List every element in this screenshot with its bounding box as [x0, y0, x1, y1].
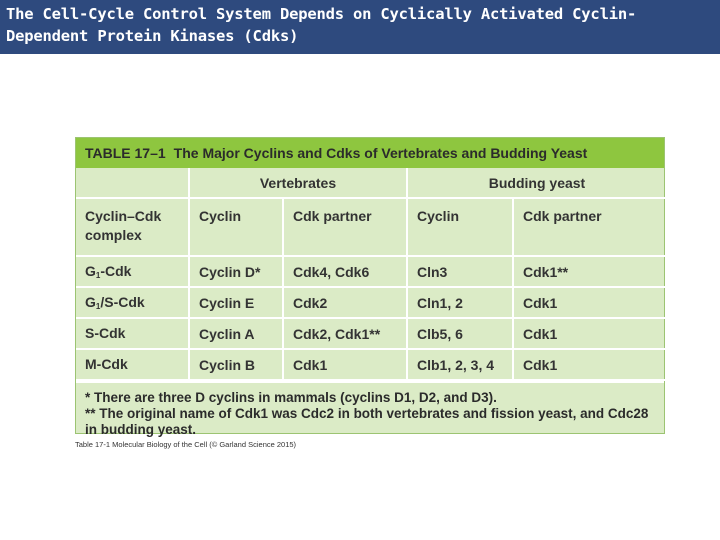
- complex-subscript: 1: [95, 271, 101, 280]
- row-yeast-cdk: Cdk1**: [513, 256, 666, 287]
- row-vertebrate-cdk: Cdk2, Cdk1**: [283, 318, 407, 349]
- row-yeast-cyclin: Clb5, 6: [407, 318, 513, 349]
- cyclin-cdk-table: [75, 137, 665, 437]
- table-number: TABLE 17–1: [85, 145, 166, 161]
- row-yeast-cdk: Cdk1: [513, 349, 666, 380]
- group-vertebrates: Vertebrates: [189, 168, 407, 198]
- row-complex: [76, 256, 189, 287]
- table-row: [76, 318, 666, 349]
- row-vertebrate-cyclin: Cyclin B: [189, 349, 283, 380]
- row-yeast-cyclin: Cln3: [407, 256, 513, 287]
- footnote-1: * There are three D cyclins in mammals (cyclins D1, D2, and D3).: [85, 390, 497, 405]
- table-footnotes: [76, 381, 664, 438]
- table-row: [76, 349, 666, 380]
- col-complex-line-1: Cyclin–Cdk: [85, 208, 162, 224]
- row-vertebrate-cdk: Cdk2: [283, 287, 407, 318]
- complex-prefix: G: [85, 263, 96, 279]
- col-complex-line-2: complex: [85, 227, 142, 243]
- row-complex: [76, 318, 189, 349]
- row-yeast-cyclin: Clb1, 2, 3, 4: [407, 349, 513, 380]
- table-caption: Table 17-1 Molecular Biology of the Cell (© Garland Science 2015): [75, 440, 297, 449]
- row-vertebrate-cyclin: Cyclin A: [189, 318, 283, 349]
- group-empty-cell: [76, 168, 189, 198]
- footnote-2: ** The original name of Cdk1 was Cdc2 in both vertebrates and fission yeast, and Cdc28 in budding yeast.: [85, 406, 649, 437]
- table-title: The Major Cyclins and Cdks of Vertebrates and Budding Yeast: [173, 145, 588, 161]
- col-yeast-cdk: Cdk partner: [513, 198, 666, 256]
- row-vertebrate-cyclin: Cyclin E: [189, 287, 283, 318]
- row-vertebrate-cyclin: Cyclin D*: [189, 256, 283, 287]
- slide-title-line-1: The Cell-Cycle Control System Depends on Cyclically Activated Cyclin-: [6, 5, 637, 23]
- row-vertebrate-cdk: Cdk1: [283, 349, 407, 380]
- complex-suffix: /S-Cdk: [100, 294, 145, 310]
- column-header-row: [76, 198, 666, 256]
- table-row: [76, 256, 666, 287]
- complex-subscript: 1: [95, 302, 101, 311]
- table-row: [76, 287, 666, 318]
- complex-prefix: M-Cdk: [85, 356, 128, 372]
- row-yeast-cdk: Cdk1: [513, 318, 666, 349]
- slide-title-line-2: Dependent Protein Kinases (Cdks): [6, 27, 299, 45]
- col-yeast-cyclin: Cyclin: [407, 198, 513, 256]
- slide-title: [0, 0, 720, 54]
- complex-prefix: S-Cdk: [85, 325, 126, 341]
- row-vertebrate-cdk: Cdk4, Cdk6: [283, 256, 407, 287]
- table-header: [76, 138, 664, 168]
- table-grid: [76, 168, 666, 381]
- group-budding-yeast: Budding yeast: [407, 168, 666, 198]
- complex-suffix: -Cdk: [100, 263, 132, 279]
- row-yeast-cyclin: Cln1, 2: [407, 287, 513, 318]
- row-complex: [76, 349, 189, 380]
- col-vertebrate-cyclin: Cyclin: [189, 198, 283, 256]
- group-header-row: [76, 168, 666, 198]
- complex-prefix: G: [85, 294, 96, 310]
- row-yeast-cdk: Cdk1: [513, 287, 666, 318]
- col-complex: [76, 198, 189, 256]
- row-complex: [76, 287, 189, 318]
- col-vertebrate-cdk: Cdk partner: [283, 198, 407, 256]
